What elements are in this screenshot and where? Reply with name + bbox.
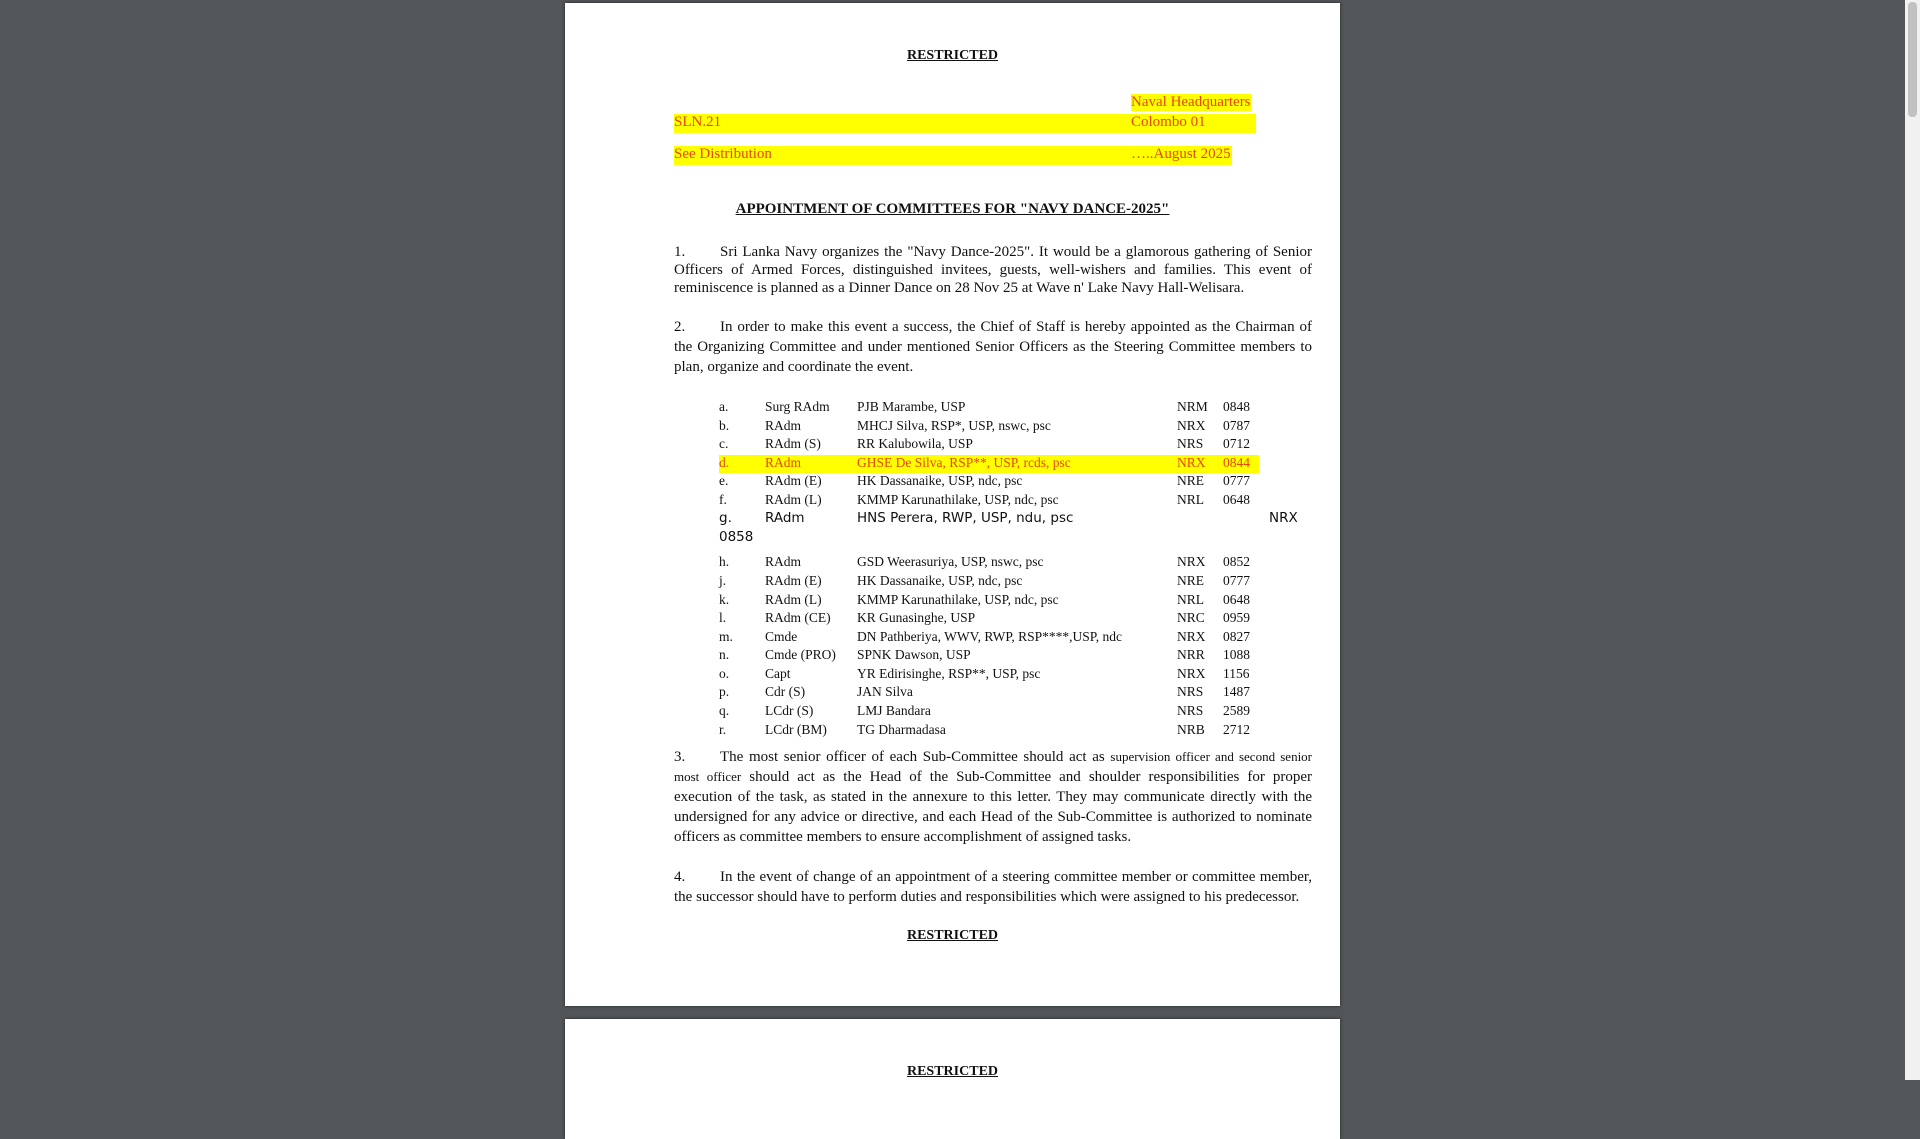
officer-branch: NRX (1177, 666, 1206, 681)
officer-letter: n. (719, 647, 730, 662)
officer-row (719, 399, 1259, 417)
officer-name: HK Dassanaike, USP, ndc, psc (857, 473, 1023, 488)
officer-branch: NRS (1177, 436, 1204, 451)
officer-number: 0712 (1223, 436, 1250, 451)
officer-number: 1487 (1223, 684, 1250, 699)
officer-number: 0648 (1223, 592, 1250, 607)
officer-letter: m. (719, 629, 733, 644)
officer-name: KR Gunasinghe, USP (857, 610, 976, 625)
address-city: Colombo 01 (1131, 114, 1206, 130)
officer-letter: f. (719, 492, 727, 507)
officer-row (719, 573, 1259, 591)
officer-name: KMMP Karunathilake, USP, ndc, psc (857, 592, 1059, 607)
officer-number: 0848 (1223, 399, 1250, 414)
officer-name: PJB Marambe, USP (857, 399, 966, 414)
reference-number: SLN.21 (674, 114, 722, 130)
restricted-header: RESTRICTED (906, 48, 999, 63)
officer-row (719, 436, 1259, 454)
officer-branch: NRE (1177, 473, 1204, 488)
restricted-footer: RESTRICTED (906, 928, 999, 943)
officer-number: 0787 (1223, 418, 1250, 433)
paragraph-number: 2. (674, 319, 686, 335)
paragraph-2 (674, 317, 1312, 377)
officer-rank: RAdm (765, 554, 802, 569)
officer-row (719, 418, 1259, 436)
paragraph-text: Sri Lanka Navy organizes the "Navy Dance-2025". It would be a glamorous gathering of Senior Officers of Armed Forces, distinguished invitees, guests, well-wishers and families. This event of reminiscence is planned as a Dinner Dance on 28 Nov 25 at Wave n' Lake Navy Hall-Welisara. (674, 244, 1312, 296)
officer-rank: Cdr (S) (765, 684, 806, 699)
officer-letter: h. (719, 554, 730, 569)
officer-branch: NRX (1177, 554, 1206, 569)
officer-number: 2589 (1223, 703, 1250, 718)
officer-branch: NRX (1177, 455, 1206, 470)
officer-rank: Cmde (765, 629, 798, 644)
officer-row (719, 610, 1259, 628)
paragraph-number: 3. (674, 749, 686, 765)
officer-branch: NRM (1177, 399, 1208, 414)
paragraph-1 (674, 243, 1312, 297)
officer-name: HNS Perera, RWP, USP, ndu, psc (857, 510, 1074, 526)
officer-row (719, 554, 1259, 572)
officer-rank: RAdm (E) (765, 473, 822, 488)
paragraph-text: In order to make this event a success, the Chief of Staff is hereby appointed as the Chairman of the Organizing Committee and under mentioned Senior Officers as the Steering Committee members to plan, organize and coordinate the event. (674, 319, 1312, 375)
officer-branch: NRC (1177, 610, 1205, 625)
officer-letter: r. (719, 722, 727, 737)
officer-row (719, 592, 1259, 610)
officer-branch: NRR (1177, 647, 1205, 662)
paragraph-4 (674, 867, 1312, 907)
officer-number: 0777 (1223, 473, 1250, 488)
officer-rank: RAdm (765, 418, 802, 433)
paragraph-text: should act as the Head of the Sub-Committee and shoulder responsibilities for proper execution of the task, as stated in the annexure to this letter. They may communicate directly with the undersigned for any advice or directive, and each Head of the Sub-Committee is authorized to nominate officers as committee members to ensure accomplishment of assigned tasks. (674, 769, 1313, 845)
officer-number: 2712 (1223, 722, 1250, 737)
document-title: APPOINTMENT OF COMMITTEES FOR "NAVY DANCE-2025" (735, 201, 1170, 217)
paragraph-text: In the event of change of an appointment of a steering committee member or committee member, the successor should have to perform duties and responsibilities which were assigned to his predecessor. (674, 869, 1312, 905)
officer-number: 0959 (1223, 610, 1250, 625)
officer-branch: NRL (1177, 492, 1204, 507)
restricted-header: RESTRICTED (906, 1064, 999, 1079)
officer-number: 1088 (1223, 647, 1250, 662)
officer-row (719, 684, 1259, 702)
document-page-2 (565, 1019, 1340, 1139)
officer-rank: RAdm (S) (765, 436, 821, 451)
officer-name: GHSE De Silva, RSP**, USP, rcds, psc (857, 455, 1071, 470)
officer-number: 0852 (1223, 554, 1250, 569)
officer-number: 0844 (1223, 455, 1250, 470)
officer-rank: RAdm (765, 510, 805, 526)
officer-row (719, 473, 1259, 491)
paragraph-text-small: supervision officer and second senior most officer (674, 749, 1313, 784)
officer-rank: RAdm (CE) (765, 610, 831, 625)
officer-row (719, 666, 1259, 684)
officer-name: SPNK Dawson, USP (857, 647, 971, 662)
officer-letter: p. (719, 684, 730, 699)
officer-number: 0648 (1223, 492, 1250, 507)
officer-letter: q. (719, 703, 730, 718)
header-line-ref (674, 114, 1256, 133)
officer-name: YR Edirisinghe, RSP**, USP, psc (857, 666, 1041, 681)
officer-name: MHCJ Silva, RSP*, USP, nswc, psc (857, 418, 1051, 433)
officer-letter: b. (719, 418, 730, 433)
officer-name: KMMP Karunathilake, USP, ndc, psc (857, 492, 1059, 507)
officer-name: TG Dharmadasa (857, 722, 946, 737)
officer-name: GSD Weerasuriya, USP, nswc, psc (857, 554, 1044, 569)
officer-name: JAN Silva (857, 684, 913, 699)
officer-branch: NRE (1177, 573, 1204, 588)
officer-rank: Cmde (PRO) (765, 647, 836, 662)
paragraph-text: The most senior officer of each Sub-Committee should act as (720, 749, 1111, 765)
officer-branch: NRX (1269, 510, 1298, 526)
officer-rank: LCdr (BM) (765, 722, 827, 737)
officer-rank: RAdm (L) (765, 592, 822, 607)
letter-date: …..August 2025 (1131, 146, 1231, 162)
officer-letter: e. (719, 473, 729, 488)
officer-branch: NRB (1177, 722, 1205, 737)
officer-rank: Capt (765, 666, 791, 681)
officer-rank: RAdm (765, 455, 802, 470)
officer-letter: a. (719, 399, 729, 414)
address-org: Naval Headquarters (1131, 94, 1251, 110)
officer-number: 0858 (719, 529, 754, 545)
officer-row (719, 703, 1259, 721)
header-line-distribution (674, 146, 1232, 165)
officer-letter: c. (719, 436, 729, 451)
scrollbar-thumb[interactable] (1908, 2, 1917, 117)
officer-number: 0777 (1223, 573, 1250, 588)
officer-row (719, 629, 1259, 647)
officer-letter: o. (719, 666, 730, 681)
officer-name: DN Pathberiya, WWV, RWP, RSP****,USP, ndc (857, 629, 1123, 644)
officer-letter: j. (719, 573, 727, 588)
officer-name: RR Kalubowila, USP (857, 436, 973, 451)
officer-row (719, 510, 1298, 548)
officer-row (719, 647, 1259, 665)
officer-letter: l. (719, 610, 727, 625)
officer-branch: NRS (1177, 684, 1204, 699)
paragraph-3 (674, 747, 1312, 847)
officer-branch: NRX (1177, 629, 1206, 644)
officer-row (719, 492, 1259, 510)
officer-number: 1156 (1223, 666, 1250, 681)
officer-row (719, 455, 1259, 473)
officer-letter: d. (719, 455, 730, 470)
distribution-label: See Distribution (674, 146, 772, 162)
scrollbar[interactable] (1905, 0, 1920, 1080)
officer-letter: k. (719, 592, 730, 607)
officer-rank: RAdm (E) (765, 573, 822, 588)
paragraph-number: 1. (674, 244, 686, 260)
officer-letter: g. (719, 510, 732, 526)
officer-rank: LCdr (S) (765, 703, 814, 718)
officer-rank: Surg RAdm (765, 399, 830, 414)
officer-branch: NRS (1177, 703, 1204, 718)
officer-branch: NRL (1177, 592, 1204, 607)
officer-rank: RAdm (L) (765, 492, 822, 507)
officer-number: 0827 (1223, 629, 1250, 644)
officer-branch: NRX (1177, 418, 1206, 433)
document-page-1 (565, 3, 1340, 1006)
officer-name: LMJ Bandara (857, 703, 931, 718)
officer-row (719, 722, 1259, 740)
officer-name: HK Dassanaike, USP, ndc, psc (857, 573, 1023, 588)
paragraph-number: 4. (674, 869, 686, 885)
